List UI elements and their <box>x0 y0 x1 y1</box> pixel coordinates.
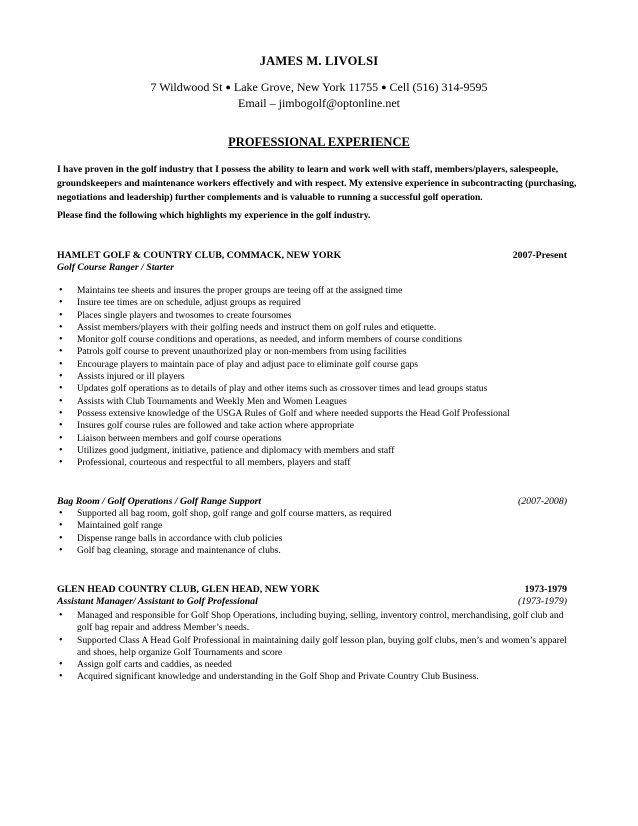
duties-list-glen-head <box>57 610 577 684</box>
list-item: • Insures golf course rules are followed and take action where appropriate <box>57 420 577 432</box>
list-item: • Golf bag cleaning, storage and maintenance of clubs. <box>57 545 577 557</box>
list-item: • Assist members/players with their golfing needs and instruct them on golf rules and etiquette. <box>57 322 577 334</box>
job-dates: 1973-1979 <box>524 584 567 595</box>
street-address: 7 Wildwood St <box>150 80 223 94</box>
contact-email: Email – jimbogolf@optonline.net <box>237 96 401 110</box>
role-dates: (1973-1979) <box>518 596 567 607</box>
role-title: Golf Course Ranger / Starter <box>57 262 175 273</box>
list-item: • Liaison between members and golf course operations <box>57 433 577 445</box>
list-item: • Assign golf carts and caddies, as needed <box>57 659 577 671</box>
duties-list-hamlet <box>57 285 577 469</box>
list-item: • Assists injured or ill players <box>57 371 577 383</box>
candidate-name: JAMES M. LIVOLSI <box>259 54 379 68</box>
job-role-hamlet <box>57 262 567 273</box>
list-item: • Patrols golf course to prevent unauthorized play or non-members from using facilities <box>57 346 577 358</box>
list-item: • Acquired significant knowledge and understanding in the Golf Shop and Private Country Club Business. <box>57 671 577 683</box>
city-state-zip: Lake Grove, New York 11755 <box>233 80 379 94</box>
employer-name: GLEN HEAD COUNTRY CLUB, GLEN HEAD, NEW YORK <box>57 584 320 595</box>
role-title: Assistant Manager/ Assistant to Golf Professional <box>57 596 258 607</box>
employer-name: HAMLET GOLF & COUNTRY CLUB, COMMACK, NEW YORK <box>57 250 342 261</box>
list-item: • Possess extensive knowledge of the USGA Rules of Golf and where needed supports the Head Golf Professional <box>57 408 577 420</box>
job-header-hamlet <box>57 250 567 261</box>
list-item: • Encourage players to maintain pace of play and adjust pace to eliminate golf course gaps <box>57 359 577 371</box>
role-dates: (2007-2008) <box>518 496 567 507</box>
list-item: • Professional, courteous and respectful to all members, players and staff <box>57 457 577 469</box>
list-item: • Utilizes good judgment, initiative, patience and diplomacy with members and staff <box>57 445 577 457</box>
intro-paragraph: I have proven in the golf industry that I possess the ability to learn and work well with staff, members/players, salespeople, groundskeepers and maintenance workers effectively and with respect. My extensive experience in subcontracting (purchasing, negotiations and leadership) further complements and is valuable to running a successful golf operation. <box>57 164 577 203</box>
intro-highlight: Please find the following which highlights my experience in the golf industry. <box>57 210 371 221</box>
list-item: • Dispense range balls in accordance with club policies <box>57 533 577 545</box>
job-role-bag-room <box>57 496 567 507</box>
list-item: • Managed and responsible for Golf Shop Operations, including buying, selling, inventory control, merchandising, golf club and golf bag repair and address Member’s needs. <box>57 610 577 635</box>
job-header-glen-head <box>57 584 567 595</box>
separator-dot: ● <box>381 82 387 92</box>
duties-list-bag-room <box>57 508 577 557</box>
list-item: • Maintained golf range <box>57 520 577 532</box>
cell-phone: Cell (516) 314-9595 <box>389 80 488 94</box>
job-role-glen-head <box>57 596 567 607</box>
list-item: • Monitor golf course conditions and operations, as needed, and inform members of course conditions <box>57 334 577 346</box>
list-item: • Supported Class A Head Golf Professional in maintaining daily golf lesson plan, buying golf clubs, men’s and women’s apparel and shoes, help organize Golf Tournaments and score <box>57 635 577 660</box>
list-item: • Updates golf operations as to details of play and other items such as crossover times and lead groups status <box>57 383 577 395</box>
list-item: • Assists with Club Tournaments and Weekly Men and Women Leagues <box>57 396 577 408</box>
separator-dot: ● <box>225 82 231 92</box>
list-item: • Maintains tee sheets and insures the proper groups are teeing off at the assigned time <box>57 285 577 297</box>
job-dates: 2007-Present <box>512 250 567 261</box>
role-title: Bag Room / Golf Operations / Golf Range Support <box>57 496 262 507</box>
section-title: PROFESSIONAL EXPERIENCE <box>228 135 410 149</box>
list-item: • Places single players and twosomes to create foursomes <box>57 310 577 322</box>
contact-address-line <box>0 80 638 95</box>
list-item: • Insure tee times are on schedule, adjust groups as required <box>57 297 577 309</box>
list-item: • Supported all bag room, golf shop, golf range and golf course matters, as required <box>57 508 577 520</box>
